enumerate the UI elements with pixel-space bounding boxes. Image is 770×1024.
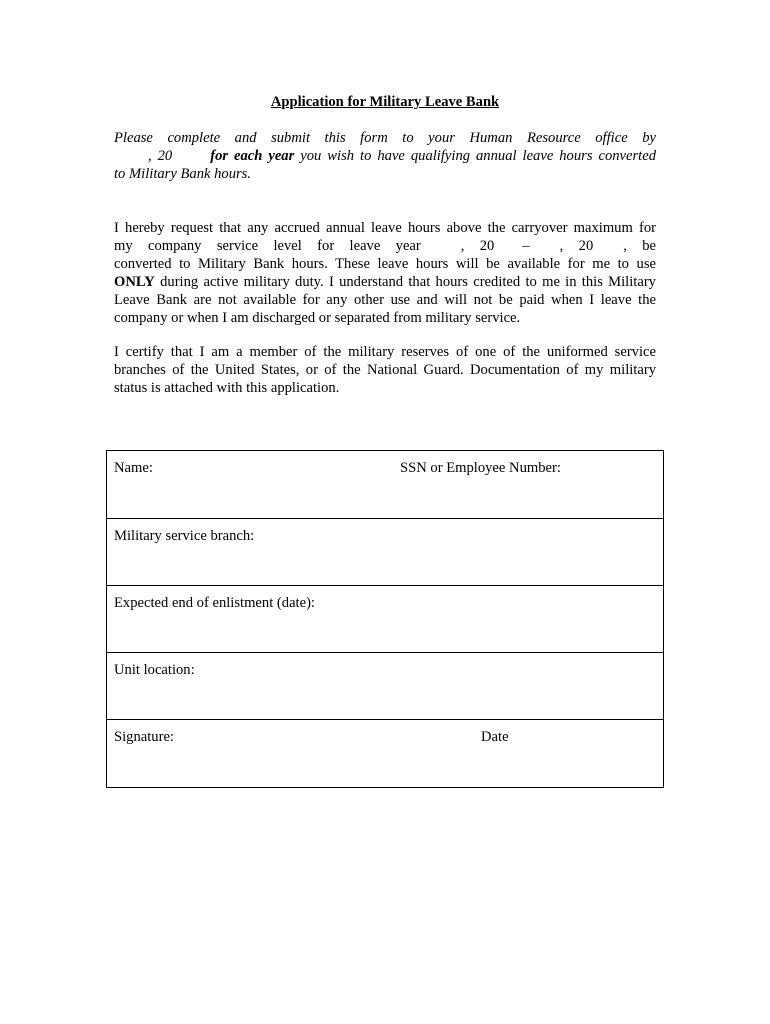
intro-line-1: Please complete and submit this form to your Human Resource office by [114,130,656,146]
request-line-4 [114,273,656,291]
branch-label: Military service branch: [114,528,255,544]
intro-line-2 [114,147,656,165]
certify-line-2: branches of the United States, or of the National Guard. Documentation of my military [114,362,656,378]
request-dash: – [522,238,530,254]
enlistment-row[interactable] [107,585,663,652]
unit-row[interactable] [107,652,663,719]
request-line-5: Leave Bank are not available for any other use and will not be paid when I leave the [114,292,656,308]
name-label: Name: [114,460,153,476]
branch-row[interactable] [107,518,663,585]
document-title: Application for Military Leave Bank [270,94,500,110]
ssn-label: SSN or Employee Number: [400,460,561,476]
certify-paragraph [114,343,656,397]
request-year-end: , 20 [559,238,594,254]
certify-line-3: status is attached with this application. [114,380,340,396]
signature-label: Signature: [114,729,174,745]
date-label: Date [481,729,509,745]
name-row[interactable] [107,451,663,518]
request-year-start: , 20 [460,238,495,254]
request-line-4-rest: during active military duty. I understand that hours credited to me in this Military [160,274,656,290]
intro-date-blank: , 20 [148,148,173,164]
signature-row[interactable] [107,719,663,787]
request-line-2 [114,237,656,255]
request-only-bold: ONLY [114,274,155,290]
applicant-info-table [106,450,664,788]
intro-line-2-rest: you wish to have qualifying annual leave hours converted [300,148,657,164]
request-line-3: converted to Military Bank hours. These leave hours will be available for me to use [114,256,656,272]
request-paragraph [114,219,656,327]
intro-bold-phrase: for each year [210,148,295,164]
intro-paragraph [114,129,656,183]
request-line-2-end: , be [623,238,657,254]
unit-label: Unit location: [114,662,195,678]
request-line-6: company or when I am discharged or separated from military service. [114,310,521,326]
enlistment-label: Expected end of enlistment (date): [114,595,315,611]
certify-line-1: I certify that I am a member of the military reserves of one of the uniformed service [114,344,656,360]
intro-line-3: to Military Bank hours. [114,166,252,182]
request-line-1: I hereby request that any accrued annual leave hours above the carryover maximum for [114,220,656,236]
request-line-2-a: my company service level for leave year [114,238,421,254]
